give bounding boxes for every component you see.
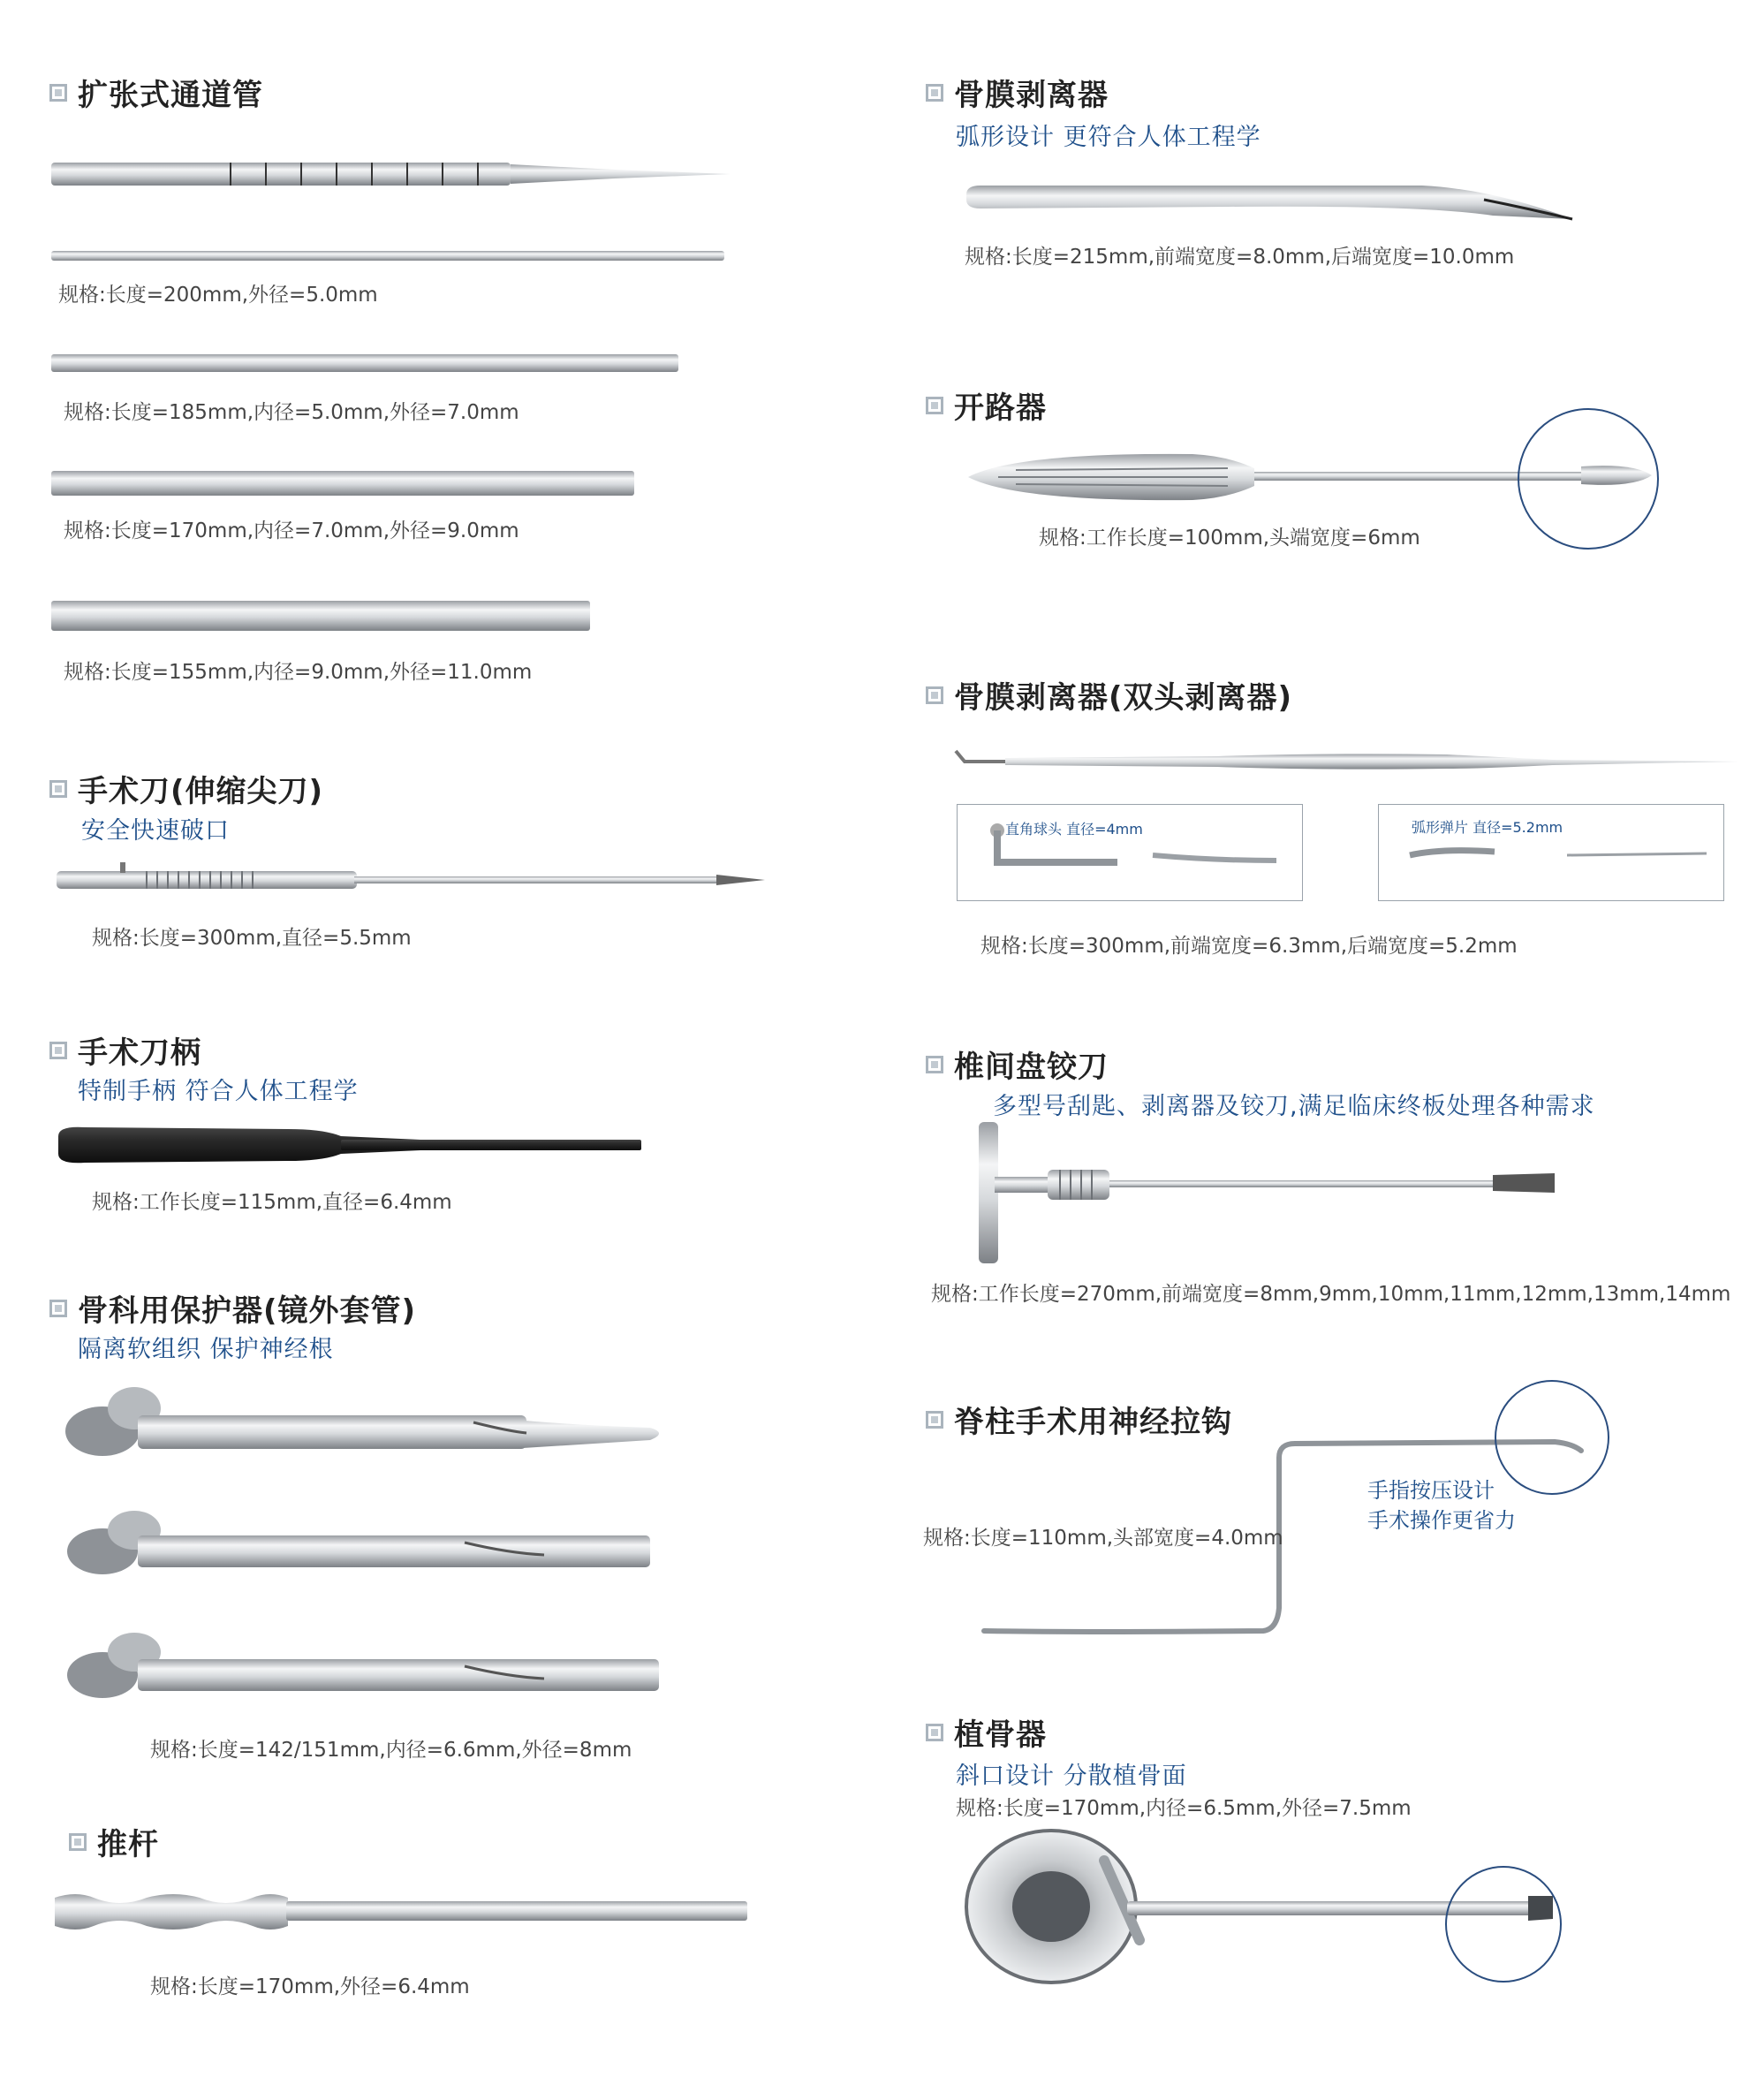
hook-callout-line-2: 手术操作更省力 bbox=[1367, 1508, 1516, 1533]
hook-callout bbox=[1367, 1475, 1516, 1535]
section-bullet-icon bbox=[926, 1411, 943, 1429]
double-elevator-title: 骨膜剥离器(双头剥离器) bbox=[954, 680, 1293, 716]
reamer-spec: 规格:工作长度=270mm,前端宽度=8mm,9mm,10mm,11mm,12mm,13mm,14mm bbox=[931, 1283, 1731, 1306]
dilator-obturator-image bbox=[49, 157, 738, 193]
section-title-bone-graft bbox=[926, 1710, 1047, 1754]
section-bullet-icon bbox=[49, 1300, 67, 1317]
hook-spec: 规格:长度=110mm,头部宽度=4.0mm bbox=[923, 1527, 1283, 1550]
section-bullet-icon bbox=[926, 397, 943, 414]
dilator-spec-2: 规格:长度=185mm,内径=5.0mm,外径=7.0mm bbox=[64, 401, 519, 424]
section-bullet-icon bbox=[49, 780, 67, 798]
periosteal-elevator-image bbox=[963, 173, 1581, 235]
pusher-rod-image bbox=[49, 1885, 756, 1938]
protector-title: 骨科用保护器(镜外套管) bbox=[78, 1293, 417, 1329]
dilator-tube-1-image bbox=[49, 247, 730, 265]
section-title-scalpel bbox=[49, 767, 323, 810]
section-title-opener bbox=[926, 383, 1047, 427]
ball-tip-label: 直角球头 直径=4mm bbox=[1005, 821, 1143, 838]
section-bullet-icon bbox=[49, 84, 67, 102]
protector-sheath-3-image bbox=[49, 1624, 668, 1721]
scalpel-handle-image bbox=[49, 1120, 650, 1170]
section-title-protector bbox=[49, 1286, 416, 1330]
disc-reamer-image bbox=[963, 1118, 1563, 1270]
curved-blade-label: 弧形弹片 直径=5.2mm bbox=[1412, 819, 1563, 836]
section-bullet-icon bbox=[926, 84, 943, 102]
protector-sheath-2-image bbox=[49, 1502, 668, 1599]
reamer-title: 椎间盘铰刀 bbox=[954, 1050, 1109, 1085]
section-title-elevator bbox=[926, 71, 1109, 114]
dilator-spec-3: 规格:长度=170mm,内径=7.0mm,外径=9.0mm bbox=[64, 519, 519, 542]
handle-spec: 规格:工作长度=115mm,直径=6.4mm bbox=[92, 1191, 452, 1214]
pusher-title: 推杆 bbox=[97, 1827, 159, 1862]
scalpel-subtitle: 安全快速破口 bbox=[81, 817, 230, 845]
dilator-tube-2-image bbox=[49, 352, 685, 376]
handle-subtitle: 特制手柄 符合人体工程学 bbox=[78, 1078, 359, 1105]
elevator-spec: 规格:长度=215mm,前端宽度=8.0mm,后端宽度=10.0mm bbox=[965, 246, 1515, 269]
dilator-tube-3-image bbox=[49, 468, 641, 500]
section-bullet-icon bbox=[926, 1724, 943, 1741]
section-title-double-elevator bbox=[926, 673, 1292, 716]
scalpel-spec: 规格:长度=300mm,直径=5.5mm bbox=[92, 927, 412, 950]
section-bullet-icon bbox=[49, 1042, 67, 1059]
dilator-title: 扩张式通道管 bbox=[78, 78, 263, 113]
section-bullet-icon bbox=[926, 686, 943, 704]
bone-graft-subtitle: 斜口设计 分散植骨面 bbox=[956, 1763, 1187, 1790]
double-elevator-spec: 规格:长度=300mm,前端宽度=6.3mm,后端宽度=5.2mm bbox=[980, 935, 1518, 958]
protector-sheath-1-image bbox=[49, 1378, 668, 1484]
pusher-spec: 规格:长度=170mm,外径=6.4mm bbox=[150, 1975, 470, 1998]
section-title-pusher bbox=[69, 1820, 159, 1863]
hook-callout-line-1: 手指按压设计 bbox=[1367, 1478, 1495, 1503]
double-elevator-image bbox=[952, 742, 1747, 781]
dilator-spec-1: 规格:长度=200mm,外径=5.0mm bbox=[58, 284, 378, 307]
section-title-dilator bbox=[49, 71, 263, 114]
reamer-subtitle: 多型号刮匙、剥离器及铰刀,满足临床终板处理各种需求 bbox=[993, 1093, 1595, 1120]
protector-subtitle: 隔离软组织 保护神经根 bbox=[78, 1336, 334, 1363]
bone-graft-title: 植骨器 bbox=[954, 1717, 1047, 1753]
section-bullet-icon bbox=[69, 1833, 87, 1851]
section-title-handle bbox=[49, 1028, 201, 1072]
dilator-spec-4: 规格:长度=155mm,内径=9.0mm,外径=11.0mm bbox=[64, 661, 533, 684]
elevator-subtitle: 弧形设计 更符合人体工程学 bbox=[956, 124, 1261, 151]
opener-tip-highlight-circle bbox=[1518, 408, 1659, 550]
hook-title: 脊柱手术用神经拉钩 bbox=[954, 1405, 1232, 1440]
curved-blade-detail-image bbox=[1406, 834, 1715, 869]
opener-spec: 规格:工作长度=100mm,头端宽度=6mm bbox=[1039, 527, 1420, 550]
retractable-scalpel-image bbox=[49, 857, 774, 899]
dilator-tube-4-image bbox=[49, 598, 597, 635]
section-title-reamer bbox=[926, 1042, 1109, 1086]
ball-tip-detail-image bbox=[985, 822, 1285, 883]
bone-graft-spec: 规格:长度=170mm,内径=6.5mm,外径=7.5mm bbox=[956, 1797, 1412, 1820]
opener-title: 开路器 bbox=[954, 390, 1047, 426]
elevator-title: 骨膜剥离器 bbox=[954, 78, 1109, 113]
bone-graft-tip-highlight-circle bbox=[1445, 1866, 1562, 1983]
handle-title: 手术刀柄 bbox=[78, 1035, 201, 1071]
protector-spec: 规格:长度=142/151mm,内径=6.6mm,外径=8mm bbox=[150, 1739, 632, 1762]
scalpel-title: 手术刀(伸缩尖刀) bbox=[78, 774, 324, 809]
section-bullet-icon bbox=[926, 1056, 943, 1073]
